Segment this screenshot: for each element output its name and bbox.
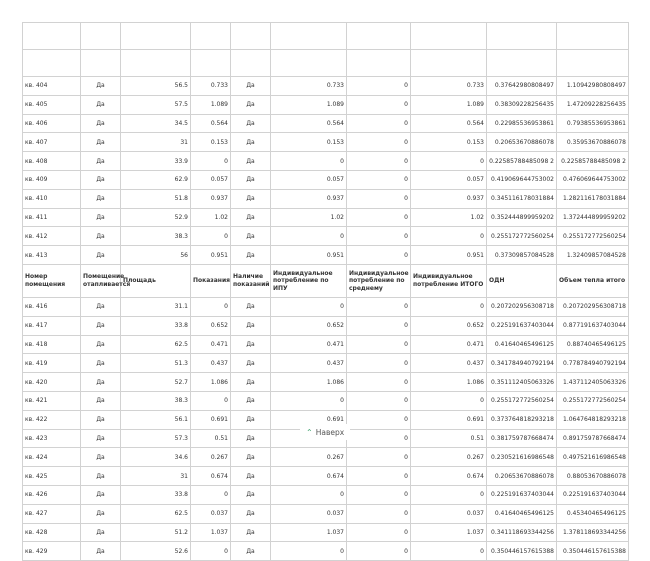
has-reading-cell: Да [231,410,271,429]
total-cell: 0.51 [411,429,487,448]
reading-cell: 0.51 [191,429,231,448]
reading-cell: 0.267 [191,448,231,467]
has-reading-cell: Да [231,227,271,246]
has-reading-cell: Да [231,542,271,561]
room-cell: кв. 416 [23,297,81,316]
table-row [23,95,629,114]
heat-total-cell: 0.891759787668474 [557,429,629,448]
ipu-cell: 0 [271,227,347,246]
room-cell: кв. 406 [23,114,81,133]
odn-cell: 0.255172772560254 [487,391,557,410]
heated-cell: Да [81,316,121,335]
table-row [23,114,629,133]
total-cell: 0.564 [411,114,487,133]
ipu-cell: 0.564 [271,114,347,133]
heated-cell: Да [81,523,121,542]
table-row [23,316,629,335]
ipu-cell: 0.471 [271,335,347,354]
heat-table [22,22,629,561]
odn-cell: 0.207202956308718 [487,297,557,316]
table-row [23,77,629,96]
room-cell: кв. 404 [23,77,81,96]
total-cell: 0.267 [411,448,487,467]
room-cell: кв. 421 [23,391,81,410]
reading-cell: 0.437 [191,354,231,373]
header-ind-avg: Индивидуальное потребление по среднему [347,264,411,297]
area-cell: 56.5 [121,77,191,96]
avg-cell: 0 [347,170,411,189]
total-cell: 1.089 [411,95,487,114]
ipu-cell: 0 [271,152,347,171]
heat-total-cell: 1.282116178031884 [557,189,629,208]
avg-cell: 0 [347,208,411,227]
heated-cell: Да [81,114,121,133]
header-row [23,264,629,297]
total-cell: 0.057 [411,170,487,189]
odn-cell: 0.20653670886078 [487,133,557,152]
ipu-cell: 0.951 [271,246,347,265]
area-cell: 57.3 [121,429,191,448]
reading-cell: 0.733 [191,77,231,96]
room-cell: кв. 418 [23,335,81,354]
odn-cell: 0.41640465496125 [487,504,557,523]
heated-cell: Да [81,77,121,96]
total-cell: 0 [411,297,487,316]
reading-cell: 0.674 [191,467,231,486]
room-cell: кв. 426 [23,485,81,504]
header-has-reading: Наличие показаний [231,264,271,297]
ipu-cell: 1.02 [271,208,347,227]
heated-cell: Да [81,448,121,467]
room-cell: кв. 408 [23,152,81,171]
odn-cell: 0.225191637403044 [487,316,557,335]
room-cell: кв. 427 [23,504,81,523]
area-cell: 52.7 [121,373,191,392]
odn-cell: 0.37309857084528 [487,246,557,265]
area-cell: 33.8 [121,485,191,504]
table-row [23,448,629,467]
avg-cell: 0 [347,410,411,429]
header-ind-ipu: Индивидуальное потребление по ИПУ [271,264,347,297]
odn-cell: 0.341118693344256 [487,523,557,542]
scroll-to-top-button[interactable] [300,424,350,440]
heated-cell: Да [81,467,121,486]
ipu-cell: 0 [271,297,347,316]
heated-cell: Да [81,373,121,392]
area-cell: 31.1 [121,297,191,316]
reading-cell: 1.086 [191,373,231,392]
area-cell: 31 [121,467,191,486]
area-cell: 38.3 [121,227,191,246]
area-cell: 34.5 [121,114,191,133]
room-cell: кв. 413 [23,246,81,265]
odn-cell: 0.351112405063326 [487,373,557,392]
has-reading-cell: Да [231,152,271,171]
ipu-cell: 0 [271,391,347,410]
avg-cell: 0 [347,391,411,410]
odn-cell: 0.41640465496125 [487,335,557,354]
ipu-cell: 0.057 [271,170,347,189]
heat-total-cell: 0.207202956308718 [557,297,629,316]
total-cell: 0.691 [411,410,487,429]
avg-cell: 0 [347,448,411,467]
heat-total-cell: 0.476069644753002 [557,170,629,189]
has-reading-cell: Да [231,77,271,96]
heat-total-cell: 1.32409857084528 [557,246,629,265]
area-cell: 51.2 [121,523,191,542]
avg-cell: 0 [347,95,411,114]
table-row [23,227,629,246]
avg-cell: 0 [347,77,411,96]
heat-total-cell: 1.372444899959202 [557,208,629,227]
table-row [23,152,629,171]
has-reading-cell: Да [231,95,271,114]
has-reading-cell: Да [231,523,271,542]
area-cell: 51.8 [121,189,191,208]
header-room: Номер помещения [23,264,81,297]
avg-cell: 0 [347,316,411,335]
ipu-cell: 0.153 [271,133,347,152]
ipu-cell: 1.086 [271,373,347,392]
odn-cell: 0.20653670886078 [487,467,557,486]
reading-cell: 0.471 [191,335,231,354]
reading-cell: 0 [191,391,231,410]
room-cell: кв. 420 [23,373,81,392]
ipu-cell: 1.037 [271,523,347,542]
total-cell: 0 [411,391,487,410]
avg-cell: 0 [347,467,411,486]
blank-row [23,50,629,77]
area-cell: 62.5 [121,335,191,354]
header-odn: ОДН [487,264,557,297]
avg-cell: 0 [347,297,411,316]
odn-cell: 0.381759787668474 [487,429,557,448]
avg-cell: 0 [347,429,411,448]
avg-cell: 0 [347,227,411,246]
heat-total-cell: 0.79385536953861 [557,114,629,133]
heated-cell: Да [81,485,121,504]
room-cell: кв. 428 [23,523,81,542]
table-row [23,208,629,227]
reading-cell: 0.652 [191,316,231,335]
avg-cell: 0 [347,542,411,561]
room-cell: кв. 429 [23,542,81,561]
heat-total-cell: 0.778784940792194 [557,354,629,373]
has-reading-cell: Да [231,189,271,208]
has-reading-cell: Да [231,133,271,152]
heat-total-cell: 0.255172772560254 [557,391,629,410]
room-cell: кв. 410 [23,189,81,208]
room-cell: кв. 422 [23,410,81,429]
total-cell: 0 [411,485,487,504]
heat-total-cell: 0.88740465496125 [557,335,629,354]
avg-cell: 0 [347,485,411,504]
odn-cell: 0.255172772560254 [487,227,557,246]
heated-cell: Да [81,152,121,171]
reading-cell: 0.037 [191,504,231,523]
heated-cell: Да [81,429,121,448]
has-reading-cell: Да [231,429,271,448]
reading-cell: 0 [191,485,231,504]
reading-cell: 0 [191,297,231,316]
reading-cell: 0 [191,542,231,561]
table-row [23,485,629,504]
area-cell: 56.1 [121,410,191,429]
reading-cell: 0.691 [191,410,231,429]
has-reading-cell: Да [231,114,271,133]
total-cell: 0.951 [411,246,487,265]
reading-cell: 1.037 [191,523,231,542]
spreadsheet-view [22,22,628,555]
heated-cell: Да [81,542,121,561]
table-row [23,335,629,354]
area-cell: 57.5 [121,95,191,114]
heated-cell: Да [81,208,121,227]
area-cell: 34.6 [121,448,191,467]
heat-total-cell: 1.378118693344256 [557,523,629,542]
heated-cell: Да [81,227,121,246]
area-cell: 56 [121,246,191,265]
area-cell: 33.9 [121,152,191,171]
total-cell: 1.02 [411,208,487,227]
table-row [23,467,629,486]
room-cell: кв. 423 [23,429,81,448]
avg-cell: 0 [347,152,411,171]
has-reading-cell: Да [231,335,271,354]
table-row [23,189,629,208]
ipu-cell: 0.691 [271,410,347,429]
ipu-cell: 0 [271,542,347,561]
has-reading-cell: Да [231,170,271,189]
has-reading-cell: Да [231,391,271,410]
heat-total-cell: 1.47209228256435 [557,95,629,114]
room-cell: кв. 411 [23,208,81,227]
total-cell: 0.153 [411,133,487,152]
room-cell: кв. 425 [23,467,81,486]
ipu-cell: 0.733 [271,77,347,96]
heated-cell: Да [81,354,121,373]
total-cell: 0.437 [411,354,487,373]
heat-total-cell: 0.350446157615388 [557,542,629,561]
ipu-cell: 0.937 [271,189,347,208]
has-reading-cell: Да [231,246,271,265]
reading-cell: 0.153 [191,133,231,152]
heated-cell: Да [81,391,121,410]
has-reading-cell: Да [231,373,271,392]
heated-cell: Да [81,410,121,429]
reading-cell: 0.937 [191,189,231,208]
avg-cell: 0 [347,354,411,373]
avg-cell: 0 [347,504,411,523]
reading-cell: 1.02 [191,208,231,227]
odn-cell: 0.225191637403044 [487,485,557,504]
header-area: Площадь [121,264,191,297]
table-row [23,133,629,152]
room-cell: кв. 405 [23,95,81,114]
avg-cell: 0 [347,114,411,133]
avg-cell: 0 [347,189,411,208]
area-cell: 38.3 [121,391,191,410]
heated-cell: Да [81,133,121,152]
odn-cell: 0.352444899959202 [487,208,557,227]
blank-row [23,23,629,50]
area-cell: 52.9 [121,208,191,227]
scroll-to-top-label: Наверх [315,427,345,437]
has-reading-cell: Да [231,485,271,504]
ipu-cell: 0 [271,485,347,504]
header-reading: Показания [191,264,231,297]
heated-cell: Да [81,246,121,265]
table-row [23,354,629,373]
total-cell: 0.937 [411,189,487,208]
heat-total-cell: 0.255172772560254 [557,227,629,246]
odn-cell: 0.22985536953861 [487,114,557,133]
heat-total-cell: 0.225191637403044 [557,485,629,504]
area-cell: 51.3 [121,354,191,373]
table-row [23,170,629,189]
heated-cell: Да [81,189,121,208]
reading-cell: 0.564 [191,114,231,133]
total-cell: 0 [411,227,487,246]
heated-cell: Да [81,335,121,354]
total-cell: 1.086 [411,373,487,392]
reading-cell: 0 [191,152,231,171]
room-cell: кв. 409 [23,170,81,189]
total-cell: 0.733 [411,77,487,96]
room-cell: кв. 407 [23,133,81,152]
heat-total-cell: 0.45340465496125 [557,504,629,523]
area-cell: 52.6 [121,542,191,561]
table-row [23,246,629,265]
room-cell: кв. 419 [23,354,81,373]
heat-total-cell: 0.22585788485098 2 [557,152,629,171]
reading-cell: 1.089 [191,95,231,114]
reading-cell: 0.057 [191,170,231,189]
has-reading-cell: Да [231,316,271,335]
heat-total-cell: 0.88053670886078 [557,467,629,486]
has-reading-cell: Да [231,504,271,523]
avg-cell: 0 [347,133,411,152]
ipu-cell: 0.037 [271,504,347,523]
area-cell: 31 [121,133,191,152]
total-cell: 0.471 [411,335,487,354]
has-reading-cell: Да [231,208,271,227]
odn-cell: 0.22585788485098 2 [487,152,557,171]
odn-cell: 0.350446157615388 [487,542,557,561]
room-cell: кв. 412 [23,227,81,246]
odn-cell: 0.38309228256435 [487,95,557,114]
odn-cell: 0.37642980808497 [487,77,557,96]
total-cell: 1.037 [411,523,487,542]
has-reading-cell: Да [231,297,271,316]
heat-total-cell: 0.35953670886078 [557,133,629,152]
heated-cell: Да [81,95,121,114]
avg-cell: 0 [347,335,411,354]
has-reading-cell: Да [231,354,271,373]
room-cell: кв. 417 [23,316,81,335]
reading-cell: 0.951 [191,246,231,265]
header-heated: Помещение отапливается [81,264,121,297]
chevron-up-icon: ⌃ [306,427,313,437]
area-cell: 62.9 [121,170,191,189]
total-cell: 0.037 [411,504,487,523]
heat-total-cell: 0.497521616986548 [557,448,629,467]
total-cell: 0 [411,542,487,561]
table-row [23,391,629,410]
avg-cell: 0 [347,373,411,392]
table-row [23,542,629,561]
total-cell: 0.674 [411,467,487,486]
reading-cell: 0 [191,227,231,246]
has-reading-cell: Да [231,467,271,486]
header-heat-total: Объем тепла итого [557,264,629,297]
table-row [23,373,629,392]
has-reading-cell: Да [231,448,271,467]
ipu-cell: 1.089 [271,95,347,114]
heat-total-cell: 1.10942980808497 [557,77,629,96]
area-cell: 33.8 [121,316,191,335]
table-row [23,523,629,542]
odn-cell: 0.373764818293218 [487,410,557,429]
table-row [23,504,629,523]
area-cell: 62.5 [121,504,191,523]
ipu-cell: 0.674 [271,467,347,486]
odn-cell: 0.419069644753002 [487,170,557,189]
avg-cell: 0 [347,246,411,265]
heat-total-cell: 1.437112405063326 [557,373,629,392]
heated-cell: Да [81,297,121,316]
header-ind-total: Индивидуальное потребление ИТОГО [411,264,487,297]
total-cell: 0.652 [411,316,487,335]
room-cell: кв. 424 [23,448,81,467]
odn-cell: 0.345116178031884 [487,189,557,208]
heat-total-cell: 0.877191637403044 [557,316,629,335]
odn-cell: 0.230521616986548 [487,448,557,467]
heated-cell: Да [81,170,121,189]
ipu-cell: 0.437 [271,354,347,373]
total-cell: 0 [411,152,487,171]
avg-cell: 0 [347,523,411,542]
table-row [23,297,629,316]
ipu-cell: 0.652 [271,316,347,335]
ipu-cell: 0.267 [271,448,347,467]
heat-total-cell: 1.064764818293218 [557,410,629,429]
heated-cell: Да [81,504,121,523]
odn-cell: 0.341784940792194 [487,354,557,373]
